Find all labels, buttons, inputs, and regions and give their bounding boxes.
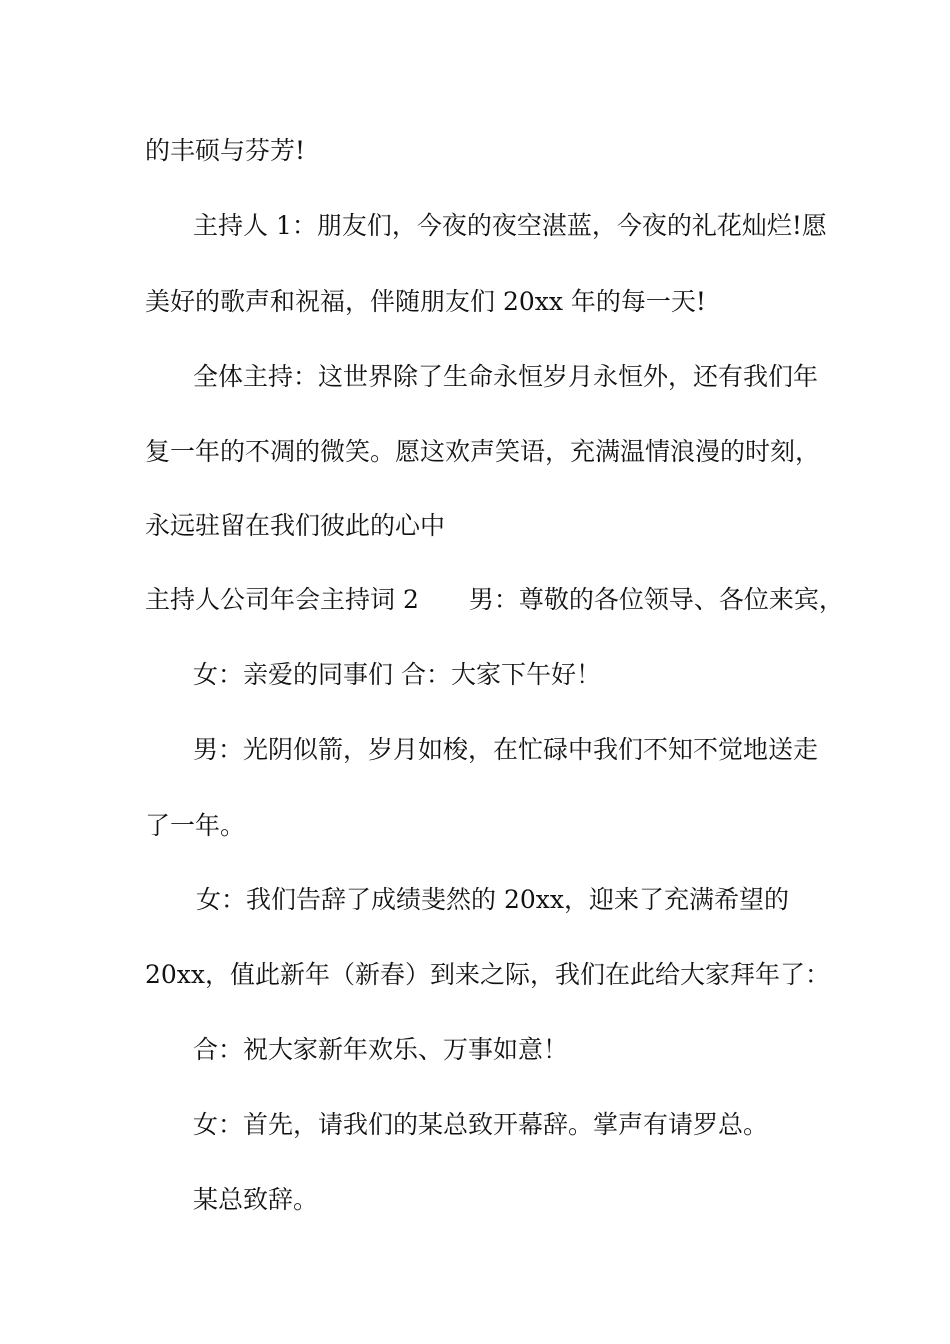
text-line: 20xx，值此新年（新春）到来之际，我们在此给大家拜年了：	[145, 960, 831, 989]
text-line: 美好的歌声和祝福，伴随朋友们 20xx 年的每一天!	[145, 287, 706, 316]
text-line: 的丰硕与芬芳!	[145, 136, 306, 165]
section-heading-line: 主持人公司年会主持词 2 男：尊敬的各位领导、各位来宾，	[145, 585, 844, 614]
text-line: 全体主持：这世界除了生命永恒岁月永恒外，还有我们年	[193, 362, 819, 391]
text-line: 合：祝大家新年欢乐、万事如意！	[193, 1035, 569, 1064]
text-line: 男：光阴似箭，岁月如梭，在忙碌中我们不知不觉地送走	[193, 735, 819, 764]
text-line: 女：亲爱的同事们 合：大家下午好！	[193, 660, 601, 689]
text-line: 复一年的不凋的微笑。愿这欢声笑语，充满温情浪漫的时刻，	[145, 437, 821, 466]
text-line: 永远驻留在我们彼此的心中	[145, 511, 446, 540]
text-line: 了一年。	[145, 811, 246, 840]
text-line: 女：我们告辞了成绩斐然的 20xx，迎来了充满希望的	[196, 885, 789, 914]
text-line: 主持人 1：朋友们，今夜的夜空湛蓝，今夜的礼花灿烂!愿	[193, 211, 827, 240]
text-line: 女：首先，请我们的某总致开幕辞。掌声有请罗总。	[193, 1110, 769, 1139]
text-line: 某总致辞。	[193, 1185, 319, 1214]
